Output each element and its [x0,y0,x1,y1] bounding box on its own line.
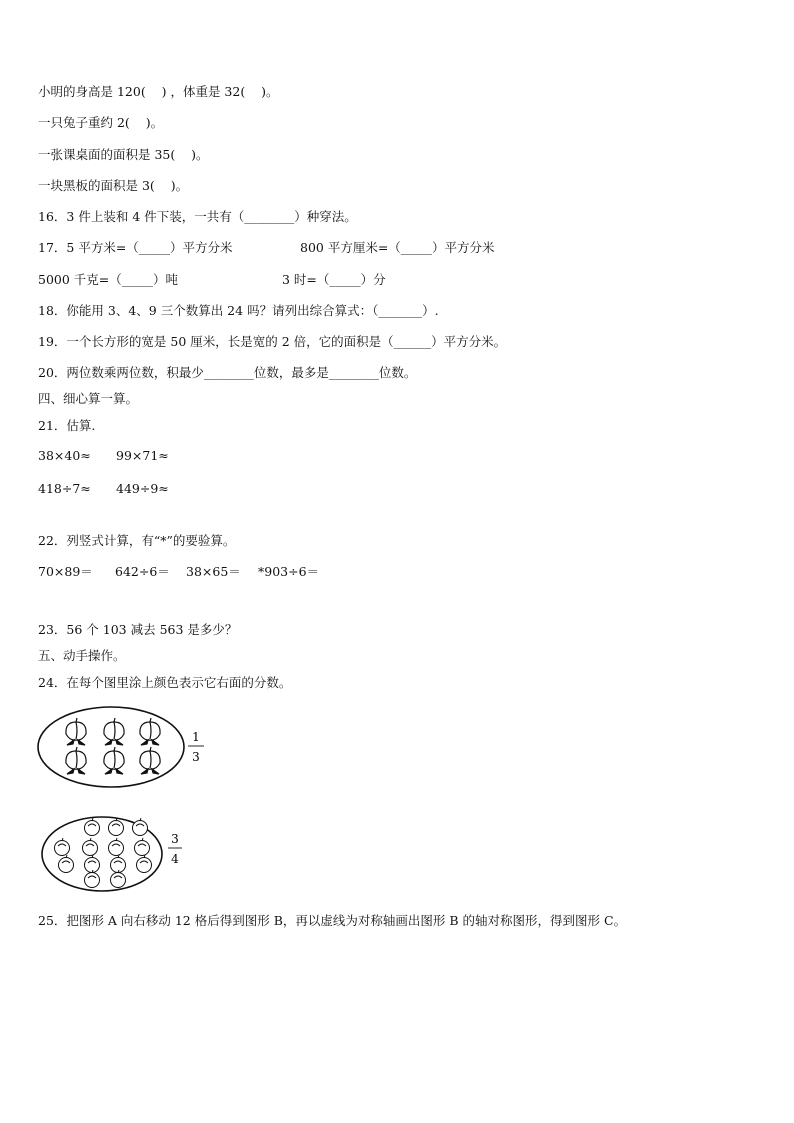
peach-icon [104,747,124,774]
fraction-denominator: 3 [192,750,200,764]
question-24: 24．在每个图里涂上颜色表示它右面的分数。 [38,675,292,690]
question-17-a: 17．5 平方米=（_____）平方分米 [38,240,233,255]
apple-icon [59,855,74,873]
question-18: 18．你能用 3、4、9 三个数算出 24 吗？请列出综合算式：（_______）. [38,303,439,318]
question-16: 16．3 件上装和 4 件下装，一共有（________）种穿法。 [38,209,357,224]
apple-icon [85,818,100,836]
apple-icon [111,855,126,873]
calc-3: 38×65＝ [186,564,241,579]
question-19: 19．一个长方形的宽是 50 厘米，长是宽的 2 倍，它的面积是（______）平方分米。 [38,334,507,349]
line-blackboard-area: 一块黑板的面积是 3( )。 [38,178,189,193]
peach-icon [104,718,124,745]
question-17-b: 800 平方厘米=（_____）平方分米 [300,240,495,255]
apple-oval-figure [36,812,196,896]
oval-outline [38,707,184,787]
estimate-2: 99×71≈ [116,448,169,463]
question-17-d: 3 时=（_____）分 [282,272,386,287]
apple-icon [135,838,150,856]
question-25: 25．把图形 A 向右移动 12 格后得到图形 B，再以虚线为对称轴画出图形 B 的轴对称图形，得到图形 C。 [38,913,627,928]
calc-2: 642÷6＝ [115,564,170,579]
peach-icon [66,747,86,774]
question-23: 23．56 个 103 减去 563 是多少？ [38,622,238,637]
apple-icon [109,818,124,836]
question-21: 21．估算. [38,418,96,433]
estimate-3: 418÷7≈ [38,481,91,496]
question-22: 22．列竖式计算，有“*”的要验算。 [38,533,236,548]
fraction-numerator: 3 [171,832,179,846]
question-20: 20．两位数乘两位数，积最少________位数，最多是________位数。 [38,365,417,380]
estimate-4: 449÷9≈ [116,481,169,496]
apple-icon [133,818,148,836]
apple-icon [85,870,100,888]
apple-icon [85,855,100,873]
section-five-heading: 五、动手操作。 [38,648,126,663]
apple-icon [55,838,70,856]
line-height-weight: 小明的身高是 120( ) ，体重是 32( )。 [38,84,279,99]
peach-icon [140,718,160,745]
estimate-1: 38×40≈ [38,448,91,463]
fraction-denominator: 4 [171,852,179,866]
section-four-heading: 四、细心算一算。 [38,391,139,406]
peach-icon [140,747,160,774]
apple-icon [111,870,126,888]
peach-oval-figure [36,704,216,790]
calc-1: 70×89＝ [38,564,93,579]
apple-icon [137,855,152,873]
apple-icon [83,838,98,856]
line-desk-area: 一张课桌面的面积是 35( )。 [38,147,209,162]
calc-4: *903÷6＝ [258,564,320,579]
question-17-c: 5000 千克=（_____）吨 [38,272,179,287]
line-rabbit: 一只兔子重约 2( )。 [38,115,164,130]
peach-icon [66,718,86,745]
fraction-numerator: 1 [192,730,200,744]
apple-icon [109,838,124,856]
